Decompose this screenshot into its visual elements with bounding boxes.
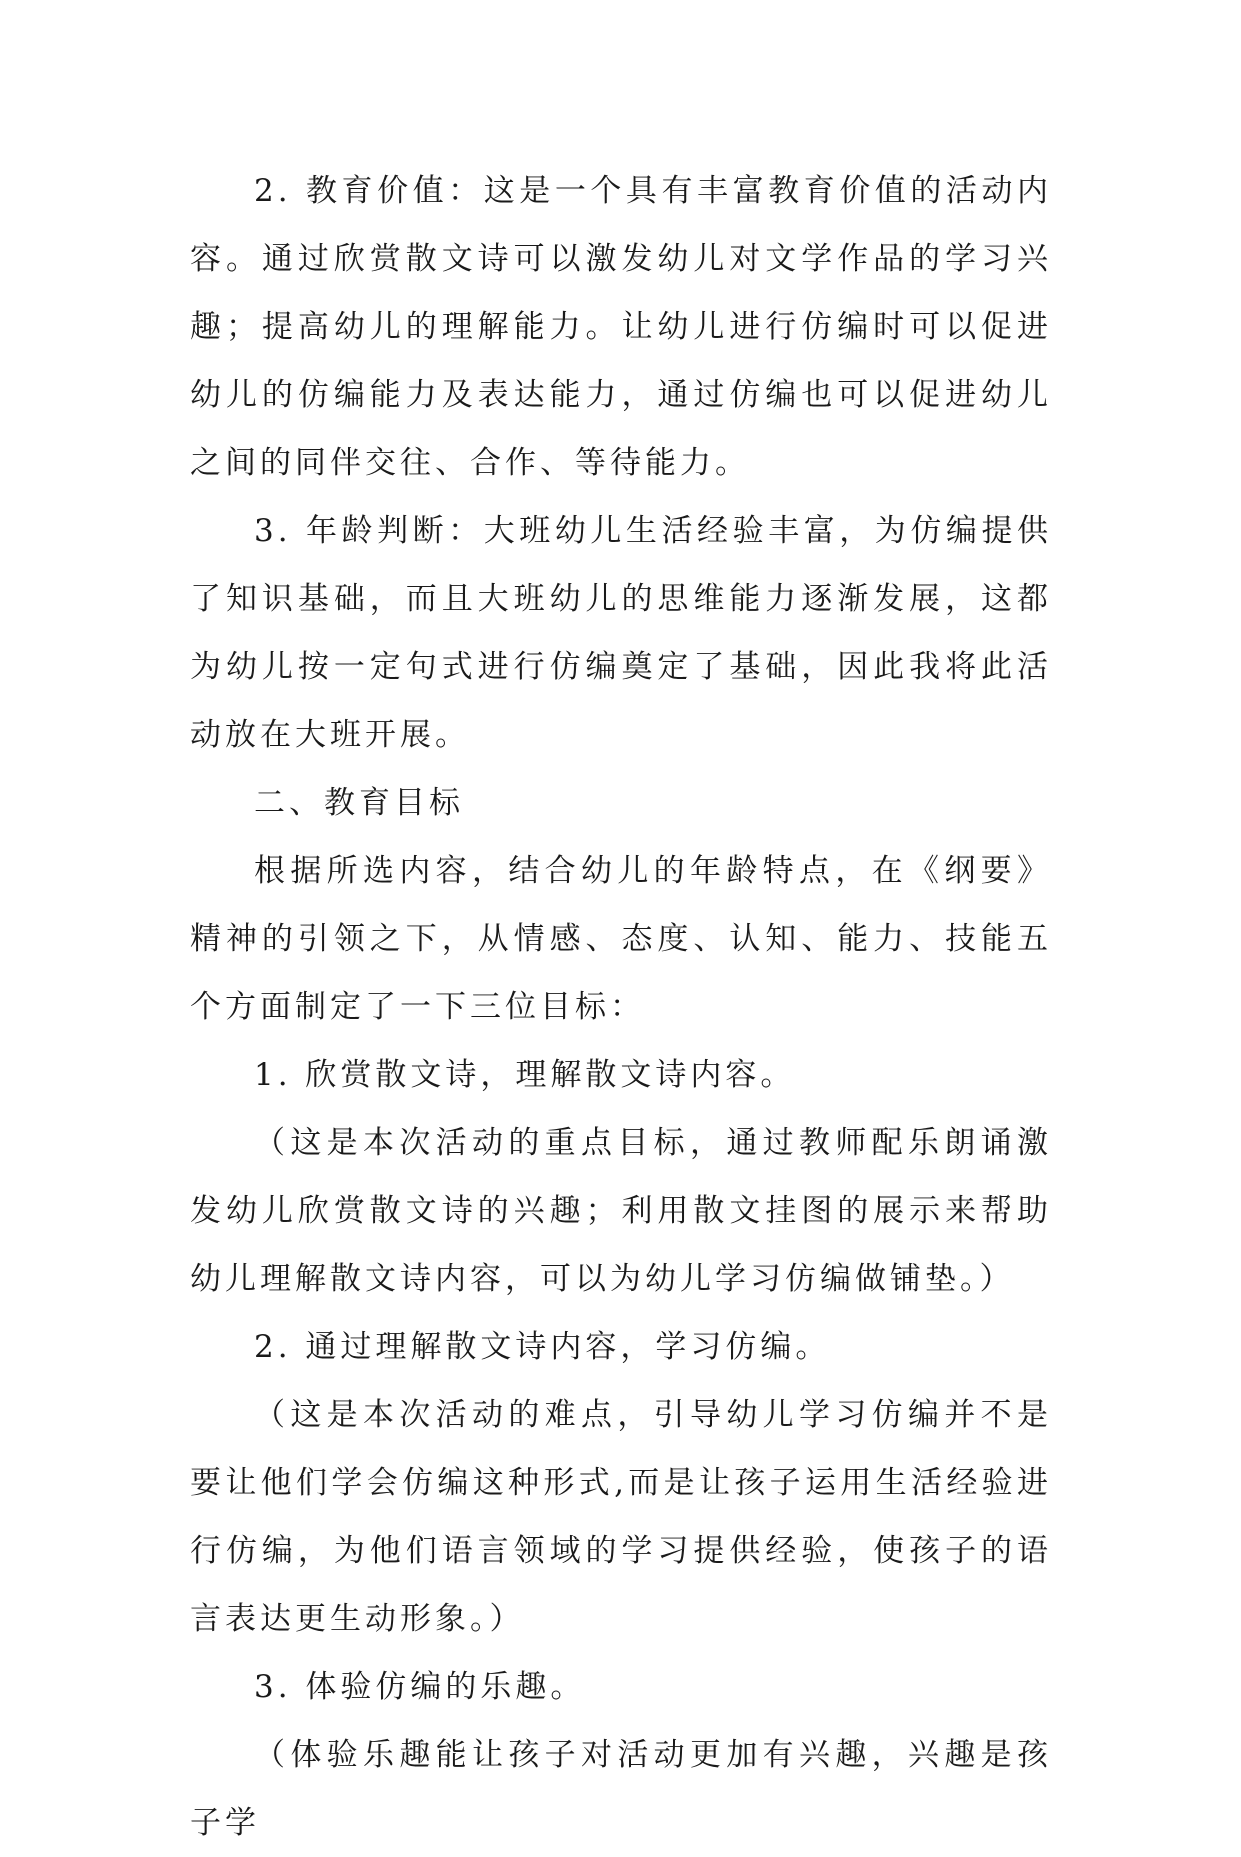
section-heading-education-goals: 二、教育目标 bbox=[254, 785, 464, 821]
paragraph-age-judgment: 3. 年龄判断：大班幼儿生活经验丰富，为仿编提供了知识基础，而且大班幼儿的思维能力逐渐发展，这都为幼儿按一定句式进行仿编奠定了基础，因此我将此活动放在大班开展。 bbox=[190, 513, 1052, 753]
paragraph-educational-value: 2. 教育价值：这是一个具有丰富教育价值的活动内容。通过欣赏散文诗可以激发幼儿对文学作品的学习兴趣；提高幼儿的理解能力。让幼儿进行仿编时可以促进幼儿的仿编能力及表达能力，通过仿编也可以促进幼儿之间的同伴交往、合作、等待能力。 bbox=[190, 173, 1052, 481]
goal-item-1: 1. 欣赏散文诗，理解散文诗内容。 bbox=[254, 1057, 796, 1093]
paragraph-goals-intro: 根据所选内容，结合幼儿的年龄特点，在《纲要》精神的引领之下，从情感、态度、认知、能力、技能五个方面制定了一下三位目标： bbox=[190, 853, 1052, 1025]
goal-item-2: 2. 通过理解散文诗内容，学习仿编。 bbox=[254, 1329, 831, 1365]
goal-note-3: （体验乐趣能让孩子对活动更加有兴趣，兴趣是孩子学 bbox=[190, 1737, 1052, 1841]
goal-note-1: （这是本次活动的重点目标，通过教师配乐朗诵激发幼儿欣赏散文诗的兴趣；利用散文挂图的展示来帮助幼儿理解散文诗内容，可以为幼儿学习仿编做铺垫。） bbox=[190, 1125, 1052, 1297]
goal-item-3: 3. 体验仿编的乐趣。 bbox=[254, 1669, 586, 1705]
goal-note-2: （这是本次活动的难点，引导幼儿学习仿编并不是要让他们学会仿编这种形式,而是让孩子运用生活经验进行仿编，为他们语言领域的学习提供经验，使孩子的语言表达更生动形象。） bbox=[190, 1397, 1052, 1637]
document-page bbox=[190, 157, 1052, 1857]
